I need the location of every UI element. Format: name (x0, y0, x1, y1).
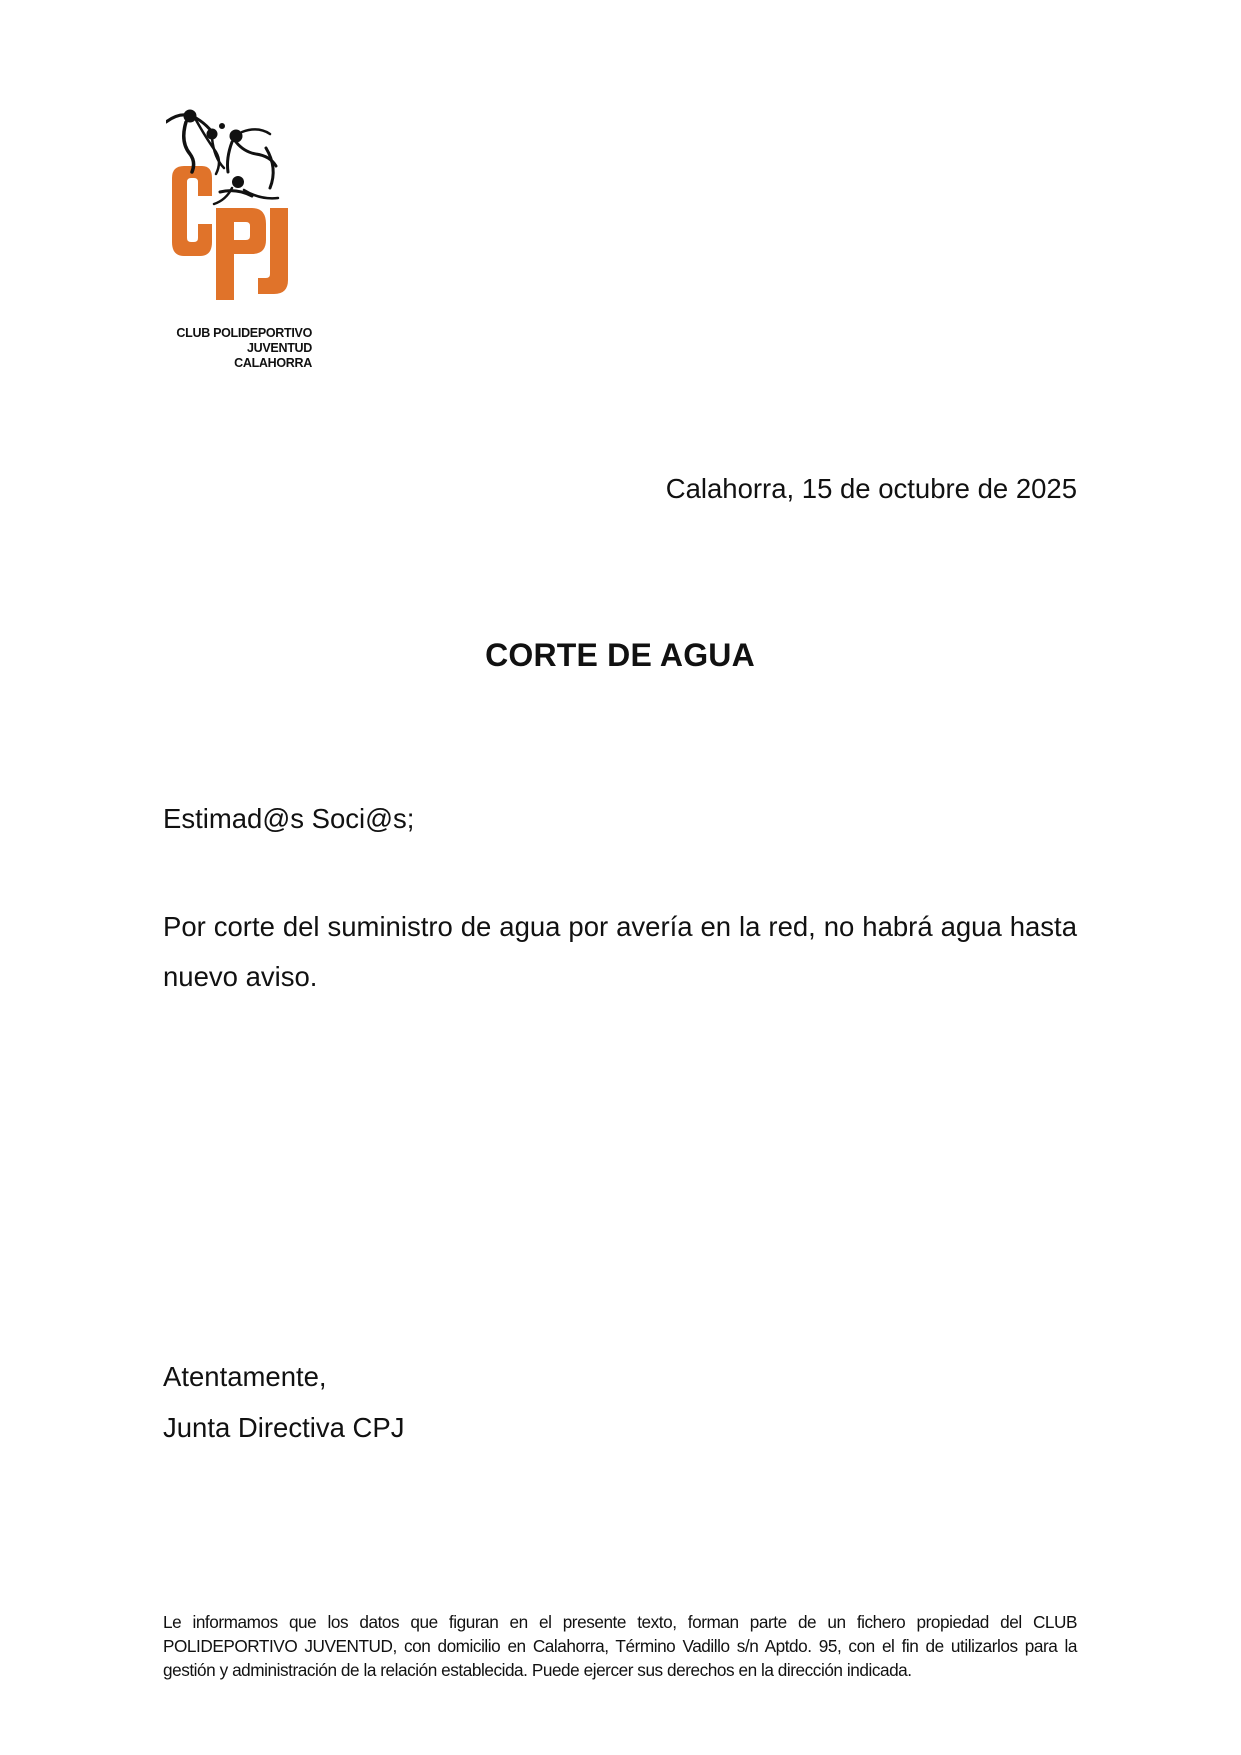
letter-body: Por corte del suministro de agua por avería en la red, no habrá agua hasta nuevo aviso. (163, 911, 1077, 992)
club-logo (166, 108, 326, 378)
logo-caption-line-2: JUVENTUD (247, 341, 312, 355)
letter-greeting: Estimad@s Soci@s; (163, 803, 415, 834)
logo-caption-line-3: CALAHORRA (234, 356, 312, 370)
letter-signature: Junta Directiva CPJ (163, 1412, 405, 1443)
letter-date: Calahorra, 15 de octubre de 2025 (665, 473, 1077, 504)
privacy-notice: Le informamos que los datos que figuran en el presente texto, forman parte de un fichero propiedad del CLUB POLIDEPORTIVO JUVENTUD, con domicilio en Calahorra, Término Vadillo s/n Aptdo. 95, con el fin de utilizarlos para la gestión y administración de la relación establecida. Puede ejercer sus derechos en la dirección indicada. (163, 1612, 1077, 1680)
letter-closing-block (163, 1351, 404, 1453)
logo-caption-line-1: CLUB POLIDEPORTIVO (176, 326, 312, 340)
letter-title: CORTE DE AGUA (485, 637, 755, 673)
letter-closing: Atentamente, (163, 1361, 327, 1392)
club-logo-caption (166, 326, 312, 371)
cpj-emblem-icon (166, 108, 326, 328)
